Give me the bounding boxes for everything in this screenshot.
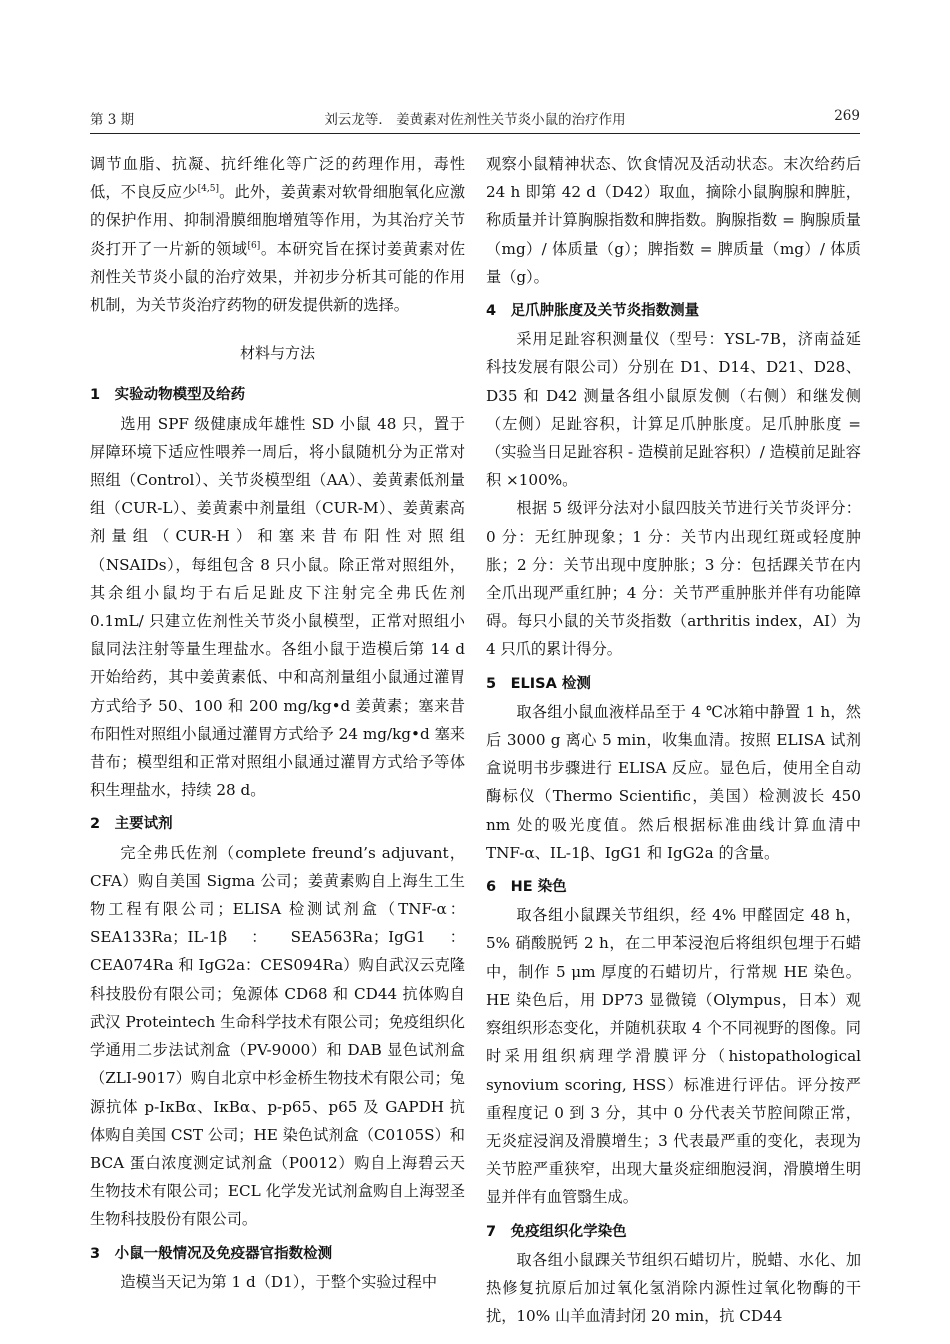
page-number: 269: [834, 108, 860, 124]
intro-text-b: 。此外，姜黄素对软骨细胞氧化应激的保护作用、抑制滑膜细胞增殖等作用，为其治疗关节炎打开了一片新的领域: [90, 183, 466, 258]
heading-4-paw-swelling: 4 足爪肿胀度及关节炎指数测量: [486, 303, 700, 320]
paragraph-he-staining: 取各组小鼠踝关节组织，经 4% 甲醛固定 48 h，5% 硝酸脱钙 2 h，在二甲苯浸泡后将组织包埋于石蜡中，制作 5 μm 厚度的石蜡切片，行常规 HE 染色。HE 染色后，用 DP73 显微镜（Olympus，日本）观察组织形态变化，并随机获取 4 个不同视野的图像。同时采用组织病理学滑膜评分（histopathological synovium scoring, HSS）标准进行评估。评分按严重程度记 0 到 3 分，其中 0 分代表关节腔间隙正常，无炎症浸润及滑膜增生；3 代表最严重的变化，表现为关节腔严重狭窄，出现大量炎症细胞浸润，滑膜增生明显并伴有血管翳生成。: [486, 906, 861, 1207]
intro-text-a: 调节血脂、抗凝、抗纤维化等广泛的药理作用，毒性低，不良反应少: [90, 155, 465, 202]
heading-2-reagents: 2 主要试剂: [90, 816, 173, 833]
paragraph-reagents: 完全弗氏佐剂（complete freund’s adjuvant，CFA）购自美国 Sigma 公司；姜黄素购自上海生工生物工程有限公司；ELISA 检测试剂盒（TNF-α：SEA133Ra；IL-1β：SEA563Ra；IgG1：CEA074Ra 和 IgG2a：CES094Ra）购自武汉云克隆科技股份有限公司；兔源体 CD68 和 CD44 抗体购自武汉 Proteintech 生命科学技术有限公司；免疫组织化学通用二步法试剂盒（PV-9000）和 DAB 显色试剂盒（ZLI-9017）购自北京中杉金桥生物技术有限公司；兔源抗体 p-IκBα、IκBα、p-p65、p65 及 GAPDH 抗体购自美国 CST 公司；HE 染色试剂盒（C0105S）和 BCA 蛋白浓度测定试剂盒（P0012）购自上海碧云天生物技术有限公司；ECL 化学发光试剂盒购自上海翌圣生物科技股份有限公司。: [90, 843, 465, 1229]
paragraph-organ-index-cont: 观察小鼠精神状态、饮食情况及活动状态。末次给药后 24 h 即第 42 d（D42）取血，摘除小鼠胸腺和脾脏，称质量并计算胸腺指数和脾指数。胸腺指数 = 胸腺质量（mg）/ 体质量（g）；脾指数 = 脾质量（mg）/ 体质量（g）。: [486, 155, 861, 286]
heading-6-he-staining: 6 HE 染色: [486, 879, 567, 896]
running-title: 刘云龙等． 姜黄素对佐剂性关节炎小鼠的治疗作用: [324, 112, 626, 128]
heading-3-organ-index: 3 小鼠一般情况及免疫器官指数检测: [90, 1245, 333, 1262]
running-header: [90, 108, 860, 132]
paragraph-ihc: 取各组小鼠踝关节组织石蜡切片，脱蜡、水化、加热修复抗原后加过氧化氢消除内源性过氧化物酶的干扰，10% 山羊血清封闭 20 min，抗 CD44: [486, 1250, 861, 1326]
paragraph-elisa: 取各组小鼠血液样品至于 4 ℃冰箱中静置 1 h，然后 3000 g 离心 5 min，收集血清。按照 ELISA 试剂盒说明书步骤进行 ELISA 反应。显色后，使用全自动酶标仪（Thermo Scientific，美国）检测波长 450 nm 处的吸光度值。然后根据标准曲线计算血清中 TNF-α、IL-1β、IgG1 和 IgG2a 的含量。: [486, 702, 861, 862]
paragraph-arthritis-score: 根据 5 级评分法对小鼠四肢关节进行关节炎评分：0 分：无红肿现象；1 分：关节内出现红斑或轻度肿胀；2 分：关节出现中度肿胀；3 分：包括踝关节在内全爪出现严重红肿；4 分：关节严重肿胀并伴有功能障碍。每只小鼠的关节炎指数（arthritis index，AI）为 4 只爪的累计得分。: [486, 499, 861, 659]
header-rule: [90, 133, 860, 134]
intro-paragraph: [90, 150, 465, 319]
citation-4-5: [4,5]: [197, 184, 219, 195]
issue-number: 第 3 期: [90, 112, 135, 128]
heading-1-animal-model: 1 实验动物模型及给药: [90, 387, 246, 404]
left-column: [90, 150, 465, 1296]
intro-text-c: 。本研究旨在探讨姜黄素对佐剂性关节炎小鼠的治疗效果，并初步分析其可能的作用机制，为关节炎治疗药物的研发提供新的选择。: [90, 239, 465, 315]
paragraph-organ-index-start: 造模当天记为第 1 d（D1），于整个实验过程中: [120, 1272, 438, 1291]
right-column: [486, 150, 861, 1330]
paragraph-animal-model: 选用 SPF 级健康成年雄性 SD 小鼠 48 只，置于屏障环境下适应性喂养一周后，将小鼠随机分为正常对照组（Control）、关节炎模型组（AA）、姜黄素低剂量组（CUR-L）、姜黄素中剂量组（CUR-M）、姜黄素高剂量组（CUR-H）和塞来昔布阳性对照组（NSAIDs），每组包含 8 只小鼠。除正常对照组外，其余组小鼠均于右后足趾皮下注射完全弗氏佐剂 0.1mL/ 只建立佐剂性关节炎小鼠模型，正常对照组小鼠同法注射等量生理盐水。各组小鼠于造模后第 14 d 开始给药，其中姜黄素低、中和高剂量组小鼠通过灌胃方式给予 50、100 和 200 mg/kg•d 姜黄素；塞来昔布阳性对照组小鼠通过灌胃方式给予 24 mg/kg•d 塞来昔布；模型组和正常对照组小鼠通过灌胃方式给予等体积生理盐水，持续 28 d。: [90, 414, 465, 800]
heading-5-elisa: 5 ELISA 检测: [486, 675, 591, 692]
section-title-methods: 材料与方法: [239, 344, 315, 363]
paragraph-paw-swelling: 采用足趾容积测量仪（型号：YSL-7B，济南益延科技发展有限公司）分别在 D1、D14、D21、D28、D35 和 D42 测量各组小鼠原发侧（右侧）和继发侧（左侧）足趾容积，计算足爪肿胀度。足爪肿胀度 =（实验当日足趾容积 - 造模前足趾容积）/ 造模前足趾容积 ×100%。: [486, 330, 861, 490]
heading-7-ihc: 7 免疫组织化学染色: [486, 1223, 627, 1240]
citation-6: [6]: [247, 240, 261, 251]
